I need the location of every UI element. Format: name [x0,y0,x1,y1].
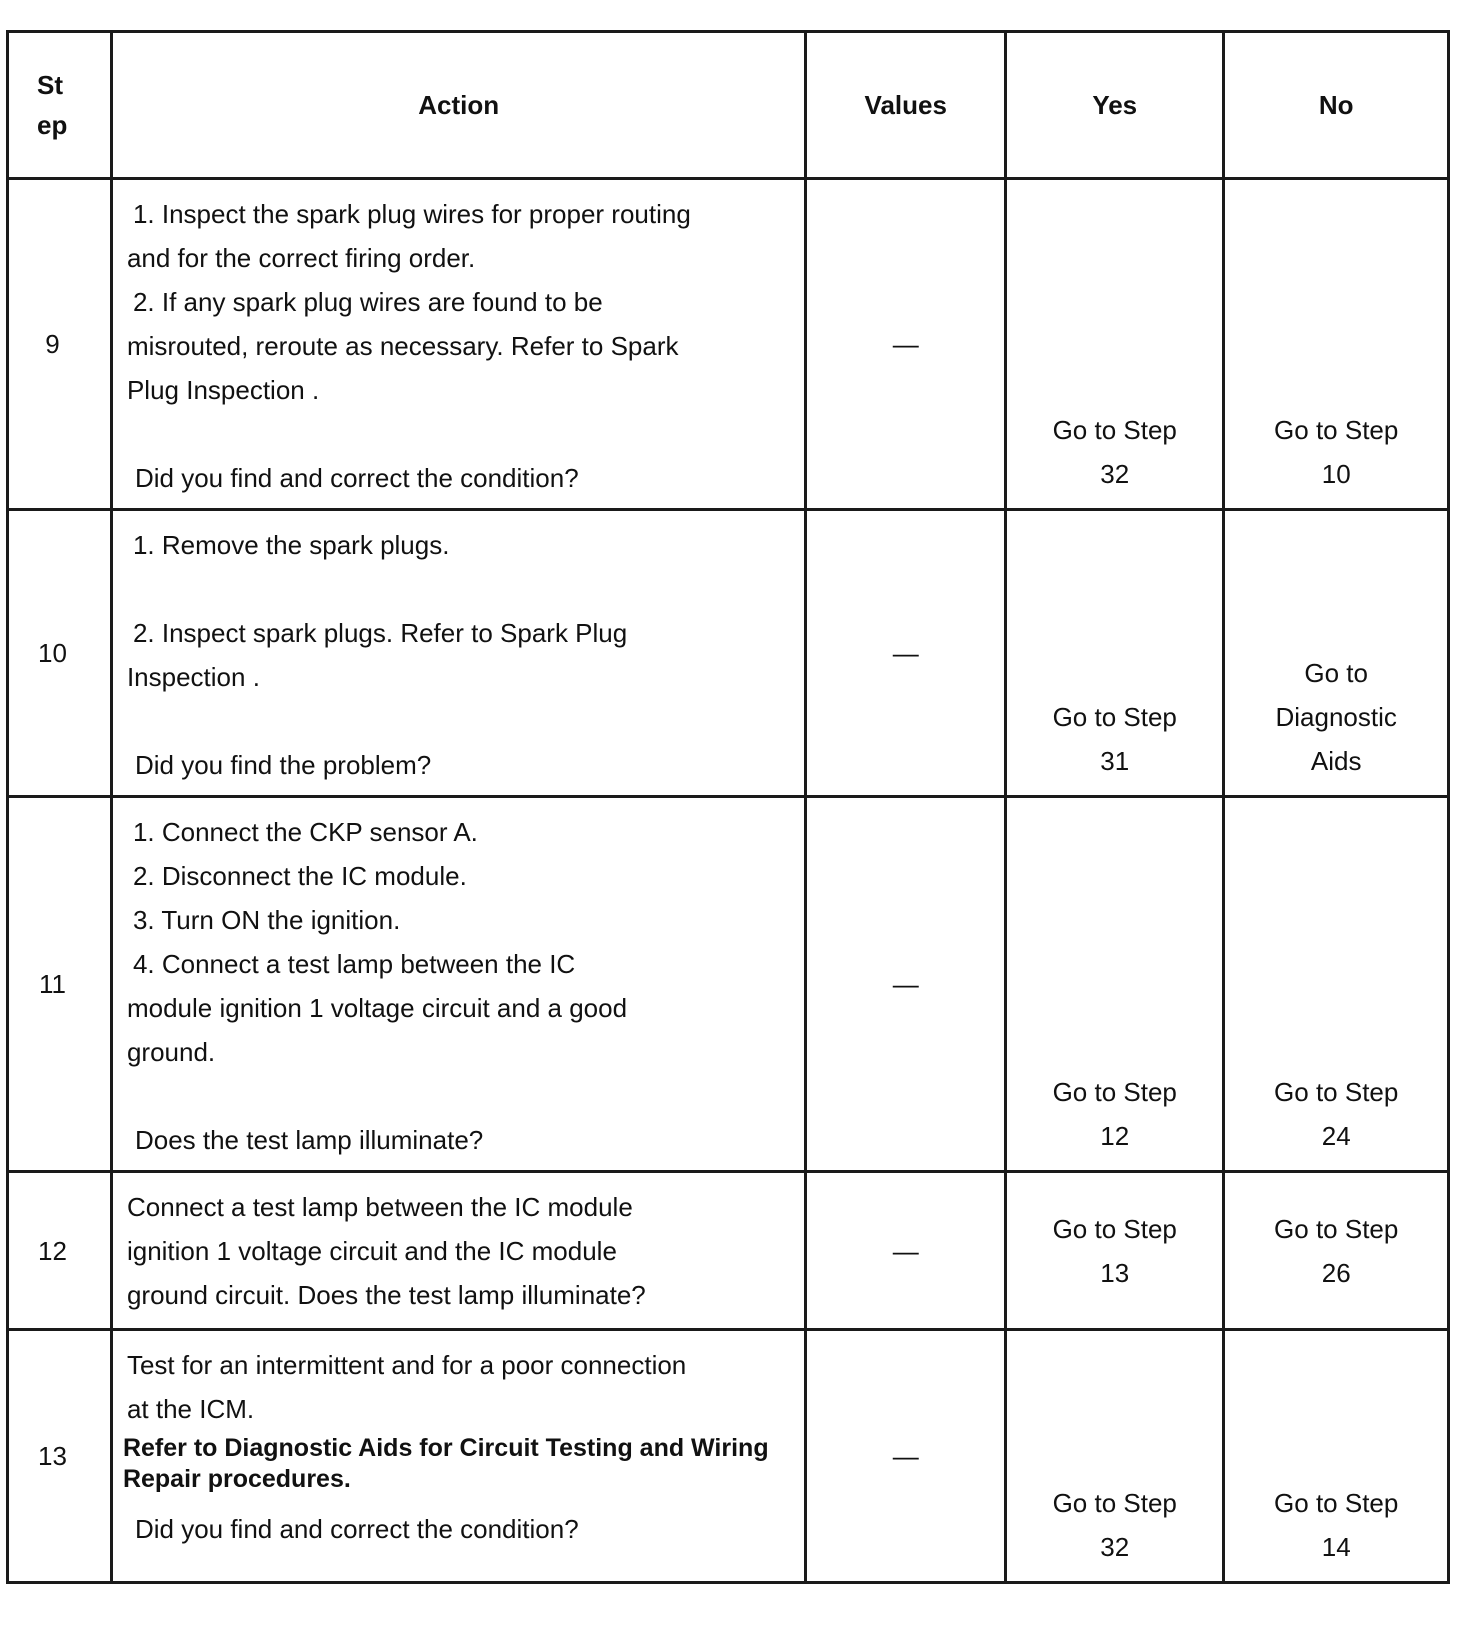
action-question: Did you find and correct the condition? [134,1514,579,1544]
header-row [8,32,1449,179]
header-step [8,32,112,179]
yes-cell [1006,510,1224,797]
value-cell: — [806,179,1006,510]
no-goto-link[interactable]: Go to Step 14 [1274,1488,1399,1562]
no-cell [1224,179,1449,510]
action-line: 3. Turn ON the ignition. [132,905,401,935]
step-number: 10 [8,510,112,797]
step-number: 13 [8,1330,112,1583]
table-row [8,1330,1449,1583]
action-line: ignition 1 voltage circuit and the IC module [126,1236,617,1266]
action-note: Refer to Diagnostic Aids for Circuit Testing and Wiring [122,1434,769,1462]
value-cell: — [806,1330,1006,1583]
yes-goto-link[interactable]: Go to Step 13 [1052,1213,1177,1288]
no-goto-link[interactable]: Go to Step 24 [1274,1077,1399,1151]
action-line: misrouted, reroute as necessary. Refer to Spark [126,331,679,361]
action-line: 1. Inspect the spark plug wires for proper routing [132,199,691,229]
header-yes: Yes [1006,32,1224,179]
yes-cell [1006,1172,1224,1330]
action-line: 2. Inspect spark plugs. Refer to Spark Plug [132,618,628,648]
header-step-text: St ep [37,70,68,140]
table-row [8,797,1449,1172]
no-goto-link[interactable]: Go to Diagnostic Aids [1275,658,1397,776]
action-line: module ignition 1 voltage circuit and a good [126,993,628,1023]
yes-goto-link[interactable]: Go to Step 31 [1052,702,1177,776]
yes-cell [1006,797,1224,1172]
action-line: 4. Connect a test lamp between the IC [132,949,576,979]
action-line: and for the correct firing order. [126,243,476,273]
header-no: No [1224,32,1449,179]
action-cell [111,1330,806,1583]
no-cell [1224,1330,1449,1583]
action-cell [111,797,806,1172]
yes-goto-link[interactable]: Go to Step 32 [1052,1488,1177,1562]
action-line: Test for an intermittent and for a poor connection [126,1350,687,1380]
no-goto-link[interactable]: Go to Step 10 [1274,415,1399,489]
action-cell [111,510,806,797]
diagnostic-table [6,30,1450,1584]
yes-cell [1006,179,1224,510]
action-line: Inspection . [126,662,260,692]
yes-cell [1006,1330,1224,1583]
action-line: ground circuit. Does the test lamp illuminate? [126,1280,646,1310]
action-line: 1. Remove the spark plugs. [132,530,450,560]
value-cell: — [806,510,1006,797]
header-action: Action [111,32,806,179]
yes-goto-link[interactable]: Go to Step 32 [1052,415,1177,489]
step-number: 11 [8,797,112,1172]
action-line: Plug Inspection . [126,375,320,405]
action-spacer [127,412,791,456]
no-cell [1224,1172,1449,1330]
table-row [8,510,1449,797]
value-cell: — [806,797,1006,1172]
step-number: 12 [8,1172,112,1330]
action-spacer [127,699,791,743]
action-cell [111,1172,806,1330]
no-cell [1224,797,1449,1172]
table-row [8,179,1449,510]
yes-goto-link[interactable]: Go to Step 12 [1052,1077,1177,1151]
action-line: ground. [126,1037,216,1067]
no-goto-link[interactable]: Go to Step 26 [1274,1213,1399,1288]
step-number: 9 [8,179,112,510]
header-values: Values [806,32,1006,179]
no-cell [1224,510,1449,797]
action-spacer [127,1074,791,1118]
action-line: 2. Disconnect the IC module. [132,861,467,891]
value-cell: — [806,1172,1006,1330]
action-line: 2. If any spark plug wires are found to be [132,287,603,317]
action-line: 1. Connect the CKP sensor A. [132,817,478,847]
action-note: Repair procedures. [122,1465,351,1493]
action-line: at the ICM. [126,1394,255,1424]
action-question: Did you find and correct the condition? [134,463,579,493]
action-question: Does the test lamp illuminate? [134,1125,484,1155]
action-line: Connect a test lamp between the IC module [126,1192,633,1222]
table-row [8,1172,1449,1330]
action-spacer [127,567,791,611]
action-cell [111,179,806,510]
action-question: Did you find the problem? [134,750,432,780]
